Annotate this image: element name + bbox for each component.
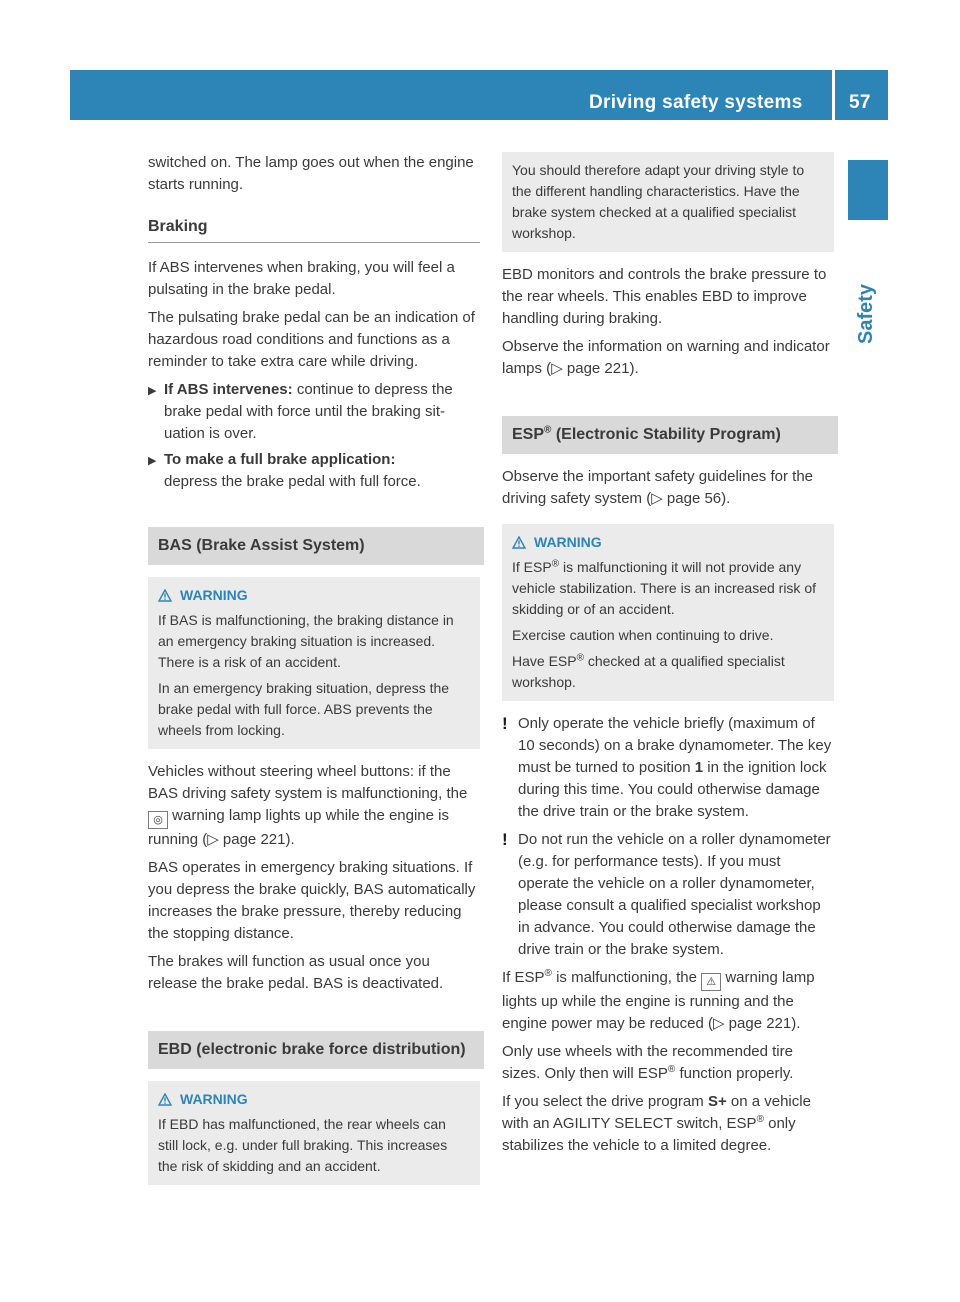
bas-paragraph-2: BAS operates in emergency braking situations. If you depress the brake quickly, BAS automatically increases the brake pressure, thereby reducing the stopping distance. (148, 859, 476, 942)
esp-warning-lamp-icon: ⚠ (701, 973, 721, 991)
caution-note: ! Only operate the vehicle briefly (maximum of 10 seconds) on a brake dynamometer. The key must be turned to position 1 in the ignition lock during this time. You could otherwise damage the drive train or the brake system. (502, 713, 834, 823)
warning-text: If ESP® is malfunctioning it will not provide any vehicle stabilization. There is an increased risk of skidding or of an accident. (512, 558, 817, 617)
warning-triangle-icon (158, 1093, 172, 1106)
warning-text: If EBD has malfunctioned, the rear wheels can still lock, e.g. under full braking. This increases the risk of skidding and an accident. (158, 1116, 448, 1174)
step-arrow-icon: ▶ (148, 385, 157, 397)
ebd-paragraph-1: EBD monitors and controls the brake pressure to the rear wheels. This enables EBD to improve handling during braking. (502, 266, 827, 327)
right-column (502, 152, 834, 1163)
registered-mark: ® (544, 424, 552, 436)
side-tab-label: Safety (855, 283, 877, 344)
page-reference[interactable]: page 221 (566, 360, 630, 377)
exclamation-icon: ! (502, 714, 508, 733)
page-reference[interactable]: page 221 (222, 831, 286, 848)
ebd-paragraph-2: Observe the information on warning and indicator lamps (▷ page 221). (502, 338, 830, 377)
warning-text: Have ESP® checked at a qualified specialist workshop. (512, 652, 785, 690)
esp-paragraph-1: Observe the important safety guidelines for the driving safety system (▷ page 56). (502, 468, 814, 507)
braking-heading: Braking (148, 216, 480, 243)
warning-label: WARNING (534, 534, 602, 550)
esp-paragraph-3: Only use wheels with the recommended tire sizes. Only then will ESP® function properly. (502, 1043, 794, 1082)
step-text: depress the brake pedal with full force. (164, 473, 421, 490)
page-ref-arrow-icon: ▷ (712, 1015, 729, 1032)
page-ref-arrow-icon: ▷ (207, 831, 223, 848)
esp-warning-box (502, 524, 834, 701)
page-section-title: Driving safety systems (589, 92, 803, 113)
warning-text: In an emergency braking situation, depress the brake pedal with full force. ABS prevents the wheels from locking. (158, 680, 450, 738)
intro-text: switched on. The lamp goes out when the engine starts running. (148, 154, 474, 193)
warning-text: Exercise caution when continuing to drive. (512, 627, 774, 643)
esp-paragraph-2: If ESP® is malfunctioning, the ⚠ warning lamp lights up while the engine is running and the engine power may be reduced (▷ page 221). (502, 968, 815, 1032)
esp-paragraph-4: If you select the drive program S+ on a vehicle with an AGILITY SELECT switch, ESP® only stabilizes the vehicle to a limited degree. (502, 1093, 811, 1154)
page-ref-arrow-icon: ▷ (551, 360, 567, 377)
warning-text: You should therefore adapt your driving style to the different handling characteristics. Have the brake system checked at a qualified specialist workshop. (512, 162, 805, 241)
braking-paragraph-2: The pulsating brake pedal can be an indication of hazardous road conditions and functions as a reminder to take extra care while driving. (148, 309, 475, 370)
warning-label: WARNING (180, 587, 248, 603)
step-label: If ABS intervenes: (164, 381, 293, 398)
warning-triangle-icon (512, 536, 526, 549)
bas-paragraph-3: The brakes will function as usual once you release the brake pedal. BAS is deactivated. (148, 953, 444, 992)
instruction-step (148, 379, 480, 445)
esp-heading: ESP® (Electronic Stability Program) (502, 416, 838, 454)
header-divider (832, 70, 835, 120)
left-column (148, 152, 480, 1197)
step-text: continue to depress the brake pedal with force until the braking situation is over. (164, 381, 453, 442)
page-reference[interactable]: page 221 (728, 1015, 792, 1032)
bas-warning-box (148, 577, 480, 749)
braking-paragraph-1: If ABS intervenes when braking, you will feel a pulsating in the brake pedal. (148, 259, 455, 298)
side-tab-marker (848, 160, 888, 220)
ebd-warning-box (148, 1081, 480, 1185)
ebd-warning-box-continued (502, 152, 834, 252)
bas-paragraph-1: Vehicles without steering wheel buttons: if the BAS driving safety system is malfunctioning, the ◎ warning lamp lights up while the engine is running (▷ page 221). (148, 763, 468, 848)
warning-label: WARNING (180, 1091, 248, 1107)
bas-heading: BAS (Brake Assist System) (148, 527, 484, 565)
page-reference[interactable]: page 56 (666, 490, 722, 507)
caution-note: ! Do not run the vehicle on a roller dynamometer (e.g. for performance tests). If you must operate the vehicle on a roller dynamometer, please consult a qualified specialist workshop in advance. You could otherwise damage the drive train or the brake system. (502, 829, 834, 961)
warning-triangle-icon (158, 589, 172, 602)
page-number: 57 (849, 92, 871, 113)
instruction-step (148, 449, 480, 493)
step-arrow-icon: ▶ (148, 455, 157, 467)
exclamation-icon: ! (502, 830, 508, 849)
page-ref-arrow-icon: ▷ (651, 490, 667, 507)
warning-text: If BAS is malfunctioning, the braking distance in an emergency braking situation is increased. There is a risk of an accident. (158, 612, 454, 670)
ebd-heading: EBD (electronic brake force distribution) (148, 1031, 484, 1069)
brake-warning-lamp-icon: ◎ (148, 811, 168, 829)
step-label: To make a full brake application: (164, 451, 396, 468)
